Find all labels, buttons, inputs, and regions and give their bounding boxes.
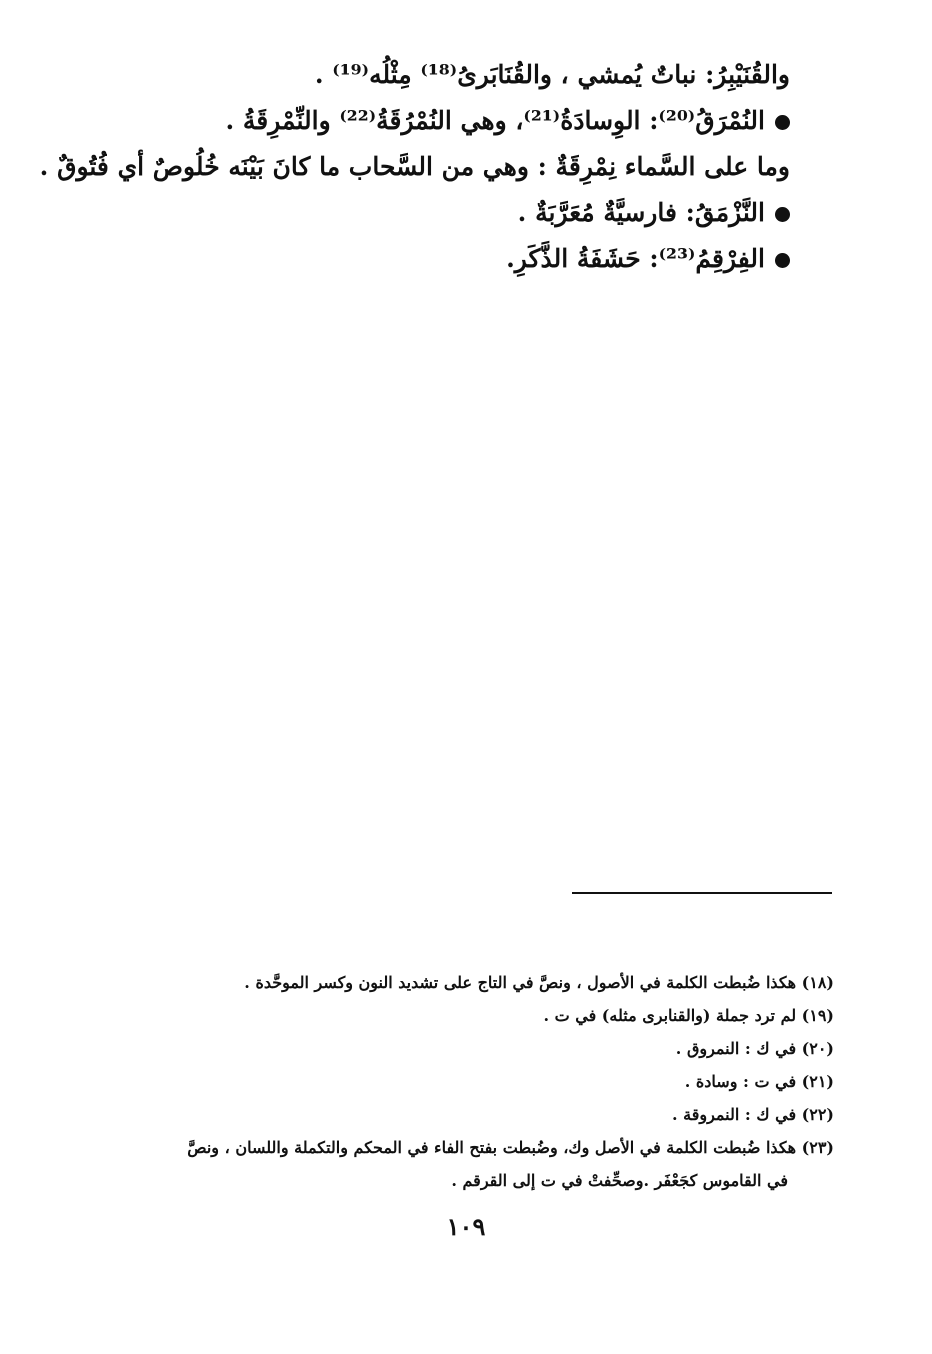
footnotes <box>94 966 834 1197</box>
footnote-23-continuation: في القاموس كجَعْفَر .وصحِّفتْ في ت إلى القرقم . <box>451 1171 788 1190</box>
footnote-19: (١٩) لم ترد جملة (والقنابرى مثله) في ت . <box>543 1006 834 1025</box>
entry-numruq-text: النُمْرَقُ⁽²⁰⁾: الوِسادَةُ⁽²¹⁾، وهي النُمْرُقَةُ⁽²²⁾ والنِّمْرِقَةُ . <box>225 106 765 135</box>
entry-numruq-continuation <box>39 144 790 190</box>
entry-qunaybir-text: والقُنَيْبِرُ: نباتٌ يُمشي ، والقُنَابَرىُ⁽¹⁸⁾ مِثْلُه⁽¹⁹⁾ . <box>314 60 790 89</box>
footnote-18: (١٨) هكذا ضُبطت الكلمة في الأصول ، ونصَّ في التاج على تشديد النون وكسر الموحَّدة . <box>244 973 834 992</box>
footnote-20: (٢٠) في ك : النمروق . <box>675 1039 834 1058</box>
entry-nazmaq <box>130 190 790 236</box>
entry-numruq <box>130 98 790 144</box>
entry-numruq-continuation-text: وما على السَّماء نِمْرِقَةٌ : وهي من السَّحاب ما كانَ بَيْنَه خُلُوصٌ أي فُتُوقٌ . <box>39 152 790 181</box>
entry-qunaybir <box>130 52 790 98</box>
page-number: ١٠٩ <box>446 1212 486 1241</box>
entry-nazmaq-text: النَّزْمَقُ: فارسيَّةٌ مُعَرَّبَةٌ . <box>517 198 765 227</box>
main-text <box>39 52 790 282</box>
entry-firqim <box>130 236 790 282</box>
footnote-22: (٢٢) في ك : النمروقة . <box>671 1105 834 1124</box>
bullet-icon <box>775 115 790 130</box>
footnote-21: (٢١) في ت : وسادة . <box>684 1072 834 1091</box>
bullet-icon <box>775 207 790 222</box>
bullet-icon <box>775 253 790 268</box>
footnote-divider <box>572 892 832 894</box>
footnote-23: (٢٣) هكذا ضُبطت الكلمة في الأصل وك، وضُبطت بفتح الفاء في المحكم والتكملة واللسان ، ونصَّ <box>187 1138 834 1157</box>
entry-firqim-text: الفِرْقِمُ⁽²³⁾: حَشَفَةُ الذَّكَرِ. <box>506 244 765 273</box>
